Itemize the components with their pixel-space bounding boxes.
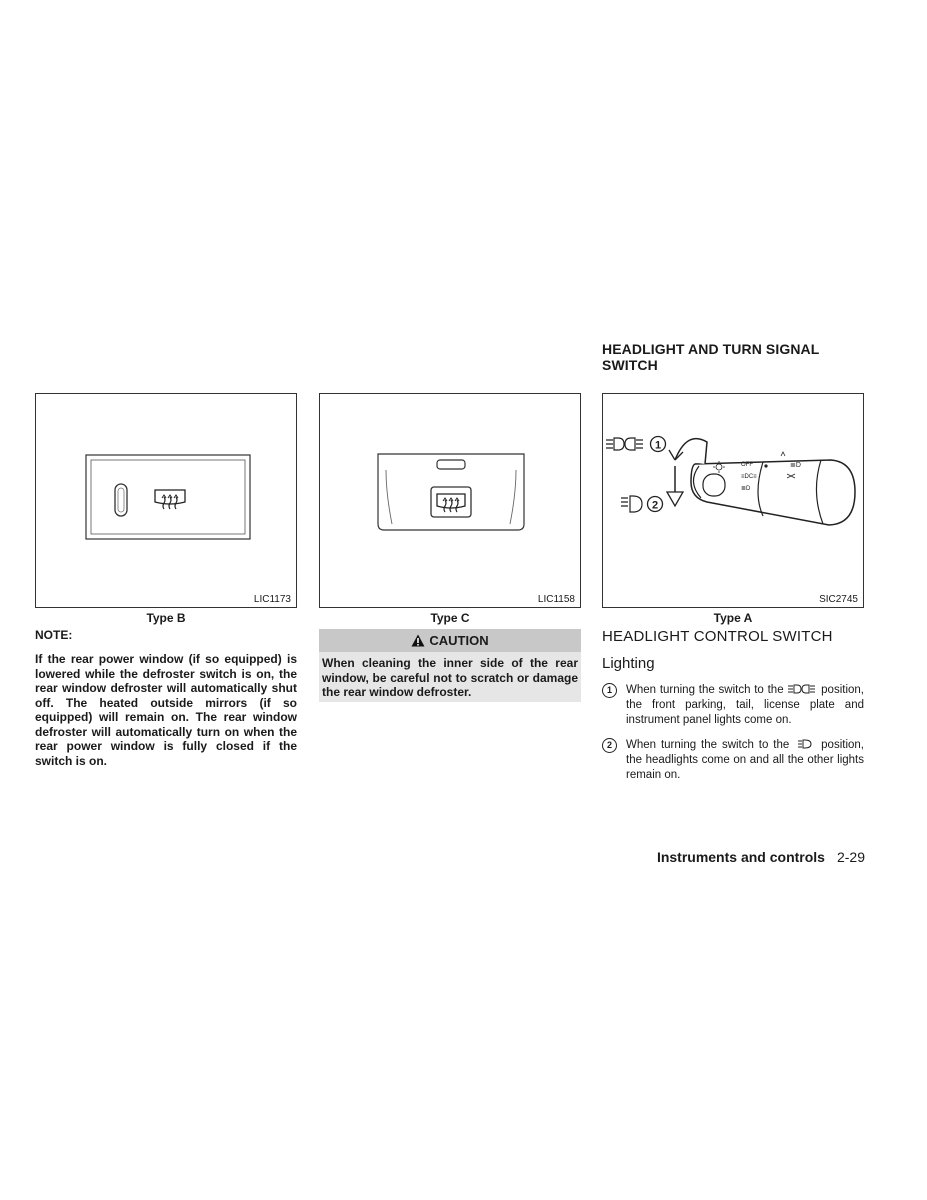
note-body: If the rear power window (if so equipped) is lowered while the defroster switch is on, the rear window defroster will automatically shut off. The heated outside mirrors (if so equipped) will remain on. The rear window defroster will automatically turn on when the rear power window is fully closed if the switch is on. bbox=[35, 652, 297, 768]
caution-title: CAUTION bbox=[429, 633, 489, 648]
parking-light-icon bbox=[606, 438, 643, 450]
figure-code: SIC2745 bbox=[819, 594, 858, 605]
item-number: 2 bbox=[602, 738, 617, 753]
position-one-marker: 1 bbox=[654, 439, 662, 452]
note-title: NOTE: bbox=[35, 628, 73, 642]
item-text-after: position, the front parking, tail, license plate and instrument panel lights come on. bbox=[626, 684, 864, 726]
warning-triangle-icon bbox=[411, 634, 425, 647]
figure-code: LIC1158 bbox=[537, 594, 575, 605]
item-number: 1 bbox=[602, 683, 617, 698]
item-text-before: When turning the switch to the bbox=[626, 739, 790, 751]
svg-text:≣D: ≣D bbox=[741, 486, 751, 492]
section-heading: HEADLIGHT AND TURN SIGNAL SWITCH bbox=[602, 341, 820, 373]
defroster-switch-type-b-illustration bbox=[36, 394, 296, 607]
item-text-after: position, the headlights come on and all the other lights remain on. bbox=[626, 739, 864, 781]
headlight-icon bbox=[621, 496, 642, 512]
stalk-off-label: OFF bbox=[741, 462, 753, 468]
headlight-switch-stalk-illustration bbox=[603, 394, 863, 607]
caution-header bbox=[319, 629, 581, 652]
rear-defroster-icon bbox=[437, 494, 465, 512]
figure-caption-type-a: Type A bbox=[713, 611, 753, 625]
parking-light-icon bbox=[787, 684, 817, 694]
list-item bbox=[602, 683, 864, 728]
svg-text:≣D: ≣D bbox=[790, 462, 801, 469]
item-text-before: When turning the switch to the bbox=[626, 684, 784, 696]
headlight-control-heading: HEADLIGHT CONTROL SWITCH bbox=[602, 628, 833, 645]
page-footer bbox=[657, 849, 865, 865]
parking-light-icon bbox=[741, 474, 757, 480]
list-item bbox=[602, 738, 864, 783]
footer-title: Instruments and controls bbox=[656, 849, 825, 865]
page-number: 2-29 bbox=[836, 849, 865, 865]
figure-code: LIC1173 bbox=[253, 594, 291, 605]
defroster-switch-type-c-illustration bbox=[320, 394, 580, 607]
svg-text:≡DC≡: ≡DC≡ bbox=[741, 474, 757, 480]
figure-type-a bbox=[602, 393, 864, 608]
figure-caption-type-c: Type C bbox=[430, 611, 470, 625]
lighting-subheading: Lighting bbox=[602, 655, 655, 672]
rear-defroster-icon bbox=[155, 490, 185, 509]
headlight-icon bbox=[794, 739, 816, 749]
figure-type-b bbox=[35, 393, 297, 608]
caution-body: When cleaning the inner side of the rear window, be careful not to scratch or damage the rear window defroster. bbox=[319, 652, 581, 702]
figure-caption-type-b: Type B bbox=[146, 611, 186, 625]
position-two-marker: 2 bbox=[651, 499, 659, 512]
figure-type-c bbox=[319, 393, 581, 608]
